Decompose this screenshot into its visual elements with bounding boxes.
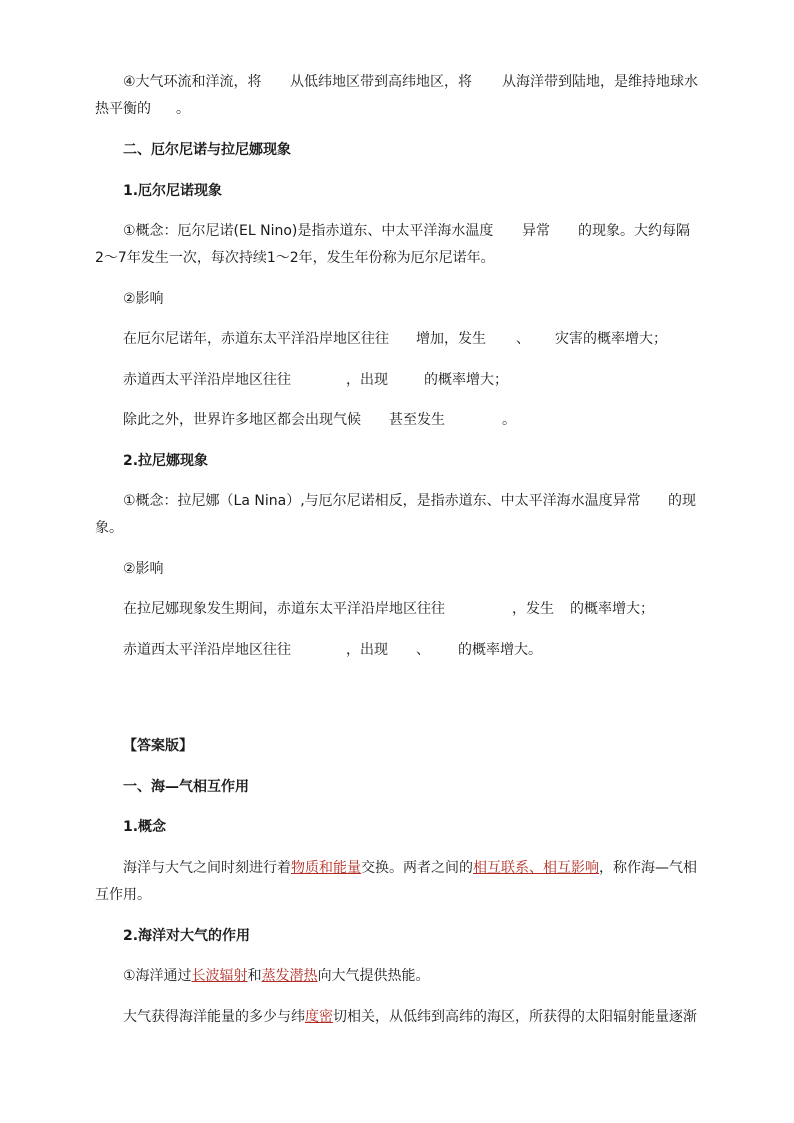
heading-concept: 1.概念	[123, 819, 167, 835]
heading-lanina: 2.拉尼娜现象	[123, 453, 209, 469]
paragraph-latitude: 大气获得海洋能量的多少与纬度密切相关，从低纬到高纬的海区，所获得的太阳辐射能量逐渐	[123, 1009, 697, 1025]
answer-version-tag: 【答案版】	[123, 738, 193, 754]
answer-blank: 度密	[305, 1009, 333, 1025]
paragraph-ocean-heat: ①海洋通过长波辐射和蒸发潜热向大气提供热能。	[123, 968, 430, 984]
section-title-sea-air: 一、海—气相互作用	[123, 779, 249, 795]
paragraph-elnino-concept-cont: 2～7年发生一次，每次持续1～2年，发生年份称为厄尔尼诺年。	[95, 250, 495, 266]
answer-blank: 相互联系、相互影响	[473, 860, 599, 876]
heading-elnino-impact: ②影响	[123, 291, 164, 307]
document-page: ④大气环流和洋流，将 从低纬地区带到高纬地区，将 从海洋带到陆地，是维持地球水 热平衡的 。 二、厄尔尼诺与拉尼娜现象 1.厄尔尼诺现象 ①概念：厄尔尼诺(EL Nino)是指赤道东、中太平洋海水温度 异常 的现象。大约每隔 2～7年发生一次，每次持续1～2年，发生年份称为厄尔尼诺年。 ②影响 在厄尔尼诺年，赤道东太平洋沿岸地区往往 增加，发生 、 灾害的概率增大； 赤道西太平洋沿岸地区往往 ，出现 的概率增大； 除此之外，世界许多地区都会出现气候 甚至发生 。 2.拉尼娜现象 ①概念：拉尼娜（La Nina）,与厄尔尼诺相反，是指赤道东、中太平洋海水温度异常 的现 象。 ②影响 在拉尼娜现象发生期间，赤道东太平洋沿岸地区往往 ，发生 的概率增大； 赤道西太平洋沿岸地区往往 ，出现 、 的概率增大。 【答案版】 一、海—气相互作用 1.概念 海洋与大气之间时刻进行着物质和能量交换。两者之间的相互联系、相互影响，称作海—气相 互作用。 2.海洋对大气的作用 ①海洋通过长波辐射和蒸发潜热向大气提供热能。 大气获得海洋能量的多少与纬度密切相关，从低纬到高纬的海区，所获得的太阳辐射能量逐渐	[95, 74, 698, 1025]
paragraph-concept-cont: 互作用。	[95, 887, 151, 903]
paragraph-concept: 海洋与大气之间时刻进行着物质和能量交换。两者之间的相互联系、相互影响，称作海—气相	[123, 860, 697, 876]
heading-ocean-effect: 2.海洋对大气的作用	[123, 928, 251, 944]
answer-blank: 蒸发潜热	[261, 968, 318, 984]
heading-lanina-impact: ②影响	[123, 561, 164, 577]
answer-blank: 长波辐射	[191, 968, 248, 984]
paragraph-lanina-concept-cont: 象。	[95, 520, 123, 536]
answer-blank: 物质和能量	[291, 860, 361, 876]
heading-elnino: 1.厄尔尼诺现象	[123, 183, 223, 199]
section-title-elnino-lanina: 二、厄尔尼诺与拉尼娜现象	[123, 142, 291, 158]
